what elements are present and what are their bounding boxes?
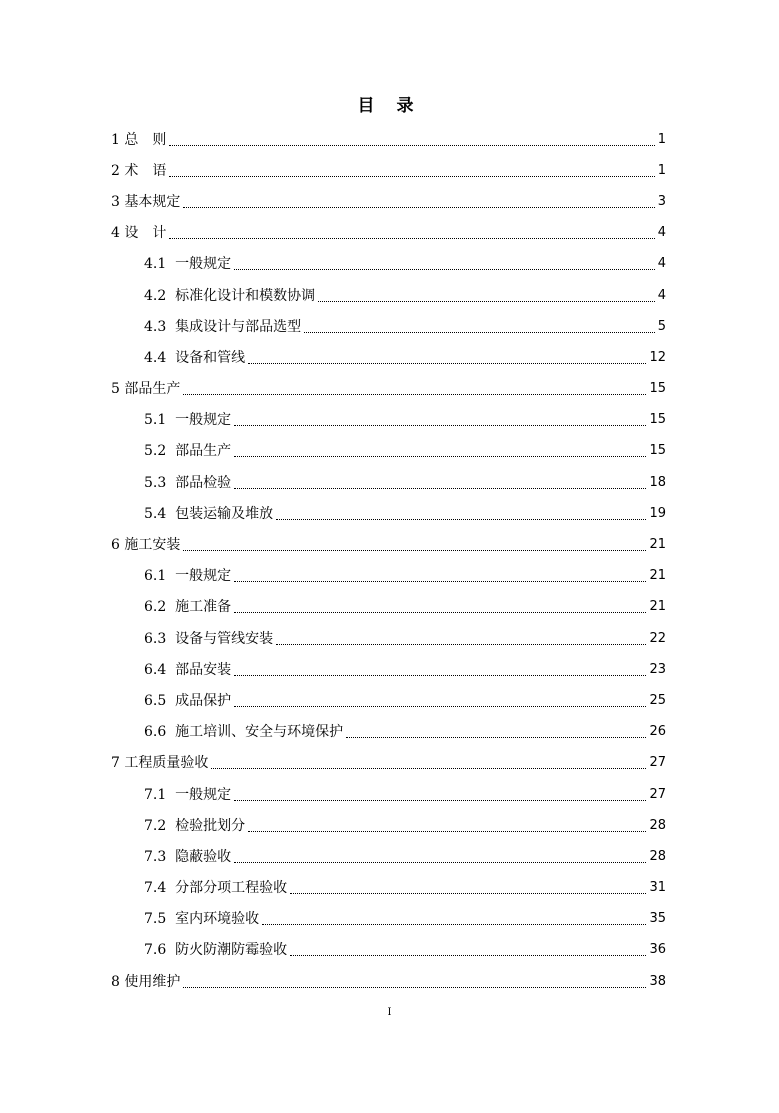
toc-entry[interactable] — [0, 654, 779, 685]
toc-entry-separator — [166, 940, 175, 960]
toc-entry-page: 1 — [657, 131, 666, 147]
toc-entry-page: 4 — [657, 287, 666, 303]
toc-entry[interactable] — [0, 748, 779, 779]
toc-entry-number: 7 — [111, 755, 120, 772]
toc-entry-line — [111, 192, 666, 212]
toc-entry-line — [111, 130, 666, 150]
toc-entry-page: 15 — [649, 381, 666, 397]
toc-entry[interactable] — [0, 935, 779, 966]
toc-entry-line — [144, 410, 666, 430]
toc-dot-leader — [169, 238, 654, 239]
toc-entry-line — [144, 785, 666, 805]
toc-dot-leader — [290, 893, 646, 894]
toc-dot-leader — [183, 207, 654, 208]
toc-entry-line — [144, 847, 666, 867]
toc-entry-line — [144, 691, 666, 711]
toc-dot-leader — [234, 425, 646, 426]
toc-entry-page: 28 — [649, 817, 666, 833]
toc-dot-leader — [169, 176, 654, 177]
toc-entry-line — [144, 441, 666, 461]
toc-entry-line — [111, 161, 666, 181]
toc-entry-page: 31 — [649, 880, 666, 896]
toc-entry-label: 一般规定 — [175, 568, 232, 585]
toc-entry-page: 5 — [657, 318, 666, 334]
toc-entry-label: 一般规定 — [175, 786, 232, 803]
toc-entry-page: 38 — [649, 973, 666, 989]
toc-entry[interactable] — [0, 280, 779, 311]
toc-entry-separator — [166, 722, 175, 742]
toc-entry-separator — [166, 286, 175, 306]
toc-entry-line — [144, 660, 666, 680]
toc-entry-page: 23 — [649, 661, 666, 677]
toc-entry[interactable] — [0, 592, 779, 623]
toc-entry-number: 6.2 — [144, 599, 167, 616]
toc-entry[interactable] — [0, 810, 779, 841]
toc-entry-separator — [166, 566, 175, 586]
toc-entry[interactable] — [0, 529, 779, 560]
toc-entry[interactable] — [0, 966, 779, 997]
toc-dot-leader — [183, 550, 646, 551]
toc-entry-page: 26 — [649, 724, 666, 740]
toc-entry-number: 4.1 — [144, 256, 167, 273]
toc-entry-number: 6.5 — [144, 692, 167, 709]
toc-entry-label: 一般规定 — [175, 256, 232, 273]
toc-entry-line — [111, 972, 666, 992]
toc-entry-line — [144, 816, 666, 836]
toc-entry-page: 3 — [657, 193, 666, 209]
toc-entry[interactable] — [0, 186, 779, 217]
toc-dot-leader — [290, 955, 646, 956]
toc-entry-page: 25 — [649, 692, 666, 708]
toc-dot-leader — [318, 301, 655, 302]
toc-entry-number: 4.2 — [144, 287, 167, 304]
toc-entry-line — [144, 504, 666, 524]
toc-entry[interactable] — [0, 561, 779, 592]
toc-dot-leader — [211, 768, 646, 769]
toc-entry-number: 7.2 — [144, 817, 167, 834]
toc-entry-label: 施工安装 — [124, 537, 181, 554]
toc-dot-leader — [234, 862, 646, 863]
toc-entry-label: 集成设计与部品选型 — [175, 318, 302, 335]
toc-entry-line — [144, 566, 666, 586]
toc-entry-line — [144, 629, 666, 649]
toc-entry-label: 一般规定 — [175, 412, 232, 429]
toc-entry-page: 28 — [649, 848, 666, 864]
toc-dot-leader — [346, 737, 646, 738]
page-number: I — [387, 1007, 392, 1018]
toc-entry-number: 7.6 — [144, 942, 167, 959]
toc-entry-number: 6 — [111, 537, 120, 554]
toc-entry-page: 21 — [649, 599, 666, 615]
toc-entry-label: 使用维护 — [124, 973, 181, 990]
toc-dot-leader — [234, 800, 646, 801]
toc-dot-leader — [304, 332, 655, 333]
toc-entry-page: 15 — [649, 443, 666, 459]
toc-dot-leader — [183, 394, 646, 395]
toc-title: 目 录 — [357, 96, 422, 116]
toc-entry-line — [144, 909, 666, 929]
toc-entry[interactable] — [0, 436, 779, 467]
toc-entry-line — [144, 348, 666, 368]
toc-entry[interactable] — [0, 779, 779, 810]
toc-entry-label: 隐蔽验收 — [175, 848, 232, 865]
toc-entry[interactable] — [0, 467, 779, 498]
toc-entry-number: 5.2 — [144, 443, 167, 460]
toc-entry-number: 5.4 — [144, 505, 167, 522]
toc-dot-leader — [248, 831, 646, 832]
toc-entry-separator — [166, 660, 175, 680]
toc-entry-label: 设备和管线 — [175, 349, 246, 366]
toc-entry-separator — [166, 410, 175, 430]
toc-entry-page: 35 — [649, 911, 666, 927]
toc-dot-leader — [169, 145, 654, 146]
toc-entry-label: 工程质量验收 — [124, 755, 209, 772]
toc-entry-label: 总 则 — [124, 131, 167, 148]
toc-entry-label: 防火防潮防霉验收 — [175, 942, 288, 959]
toc-entry-separator — [166, 473, 175, 493]
toc-entry-number: 7.5 — [144, 911, 167, 928]
toc-entry-label: 检验批划分 — [175, 817, 246, 834]
toc-entry-page: 22 — [649, 630, 666, 646]
toc-entry-label: 包装运输及堆放 — [175, 505, 274, 522]
toc-entry-label: 设备与管线安装 — [175, 630, 274, 647]
toc-dot-leader — [234, 581, 646, 582]
toc-entry-label: 部品检验 — [175, 474, 232, 491]
toc-entry-label: 设 计 — [124, 225, 167, 242]
toc-entry-number: 5.1 — [144, 412, 167, 429]
table-of-contents — [0, 124, 779, 997]
toc-entry-number: 4.4 — [144, 349, 167, 366]
toc-entry-page: 27 — [649, 786, 666, 802]
toc-entry-number: 5 — [111, 381, 120, 398]
toc-entry-separator — [166, 441, 175, 461]
toc-entry-number: 4.3 — [144, 318, 167, 335]
toc-entry-page: 18 — [649, 474, 666, 490]
toc-dot-leader — [234, 706, 646, 707]
toc-entry-number: 7.3 — [144, 848, 167, 865]
toc-dot-leader — [183, 987, 646, 988]
toc-entry-separator — [166, 816, 175, 836]
toc-entry-separator — [166, 597, 175, 617]
toc-entry-line — [144, 473, 666, 493]
toc-entry-label: 部品安装 — [175, 661, 232, 678]
toc-entry-line — [111, 223, 666, 243]
toc-entry-page: 4 — [657, 256, 666, 272]
toc-entry-label: 基本规定 — [124, 193, 181, 210]
toc-entry[interactable] — [0, 311, 779, 342]
toc-dot-leader — [234, 488, 646, 489]
toc-entry-line — [111, 535, 666, 555]
toc-entry-page: 1 — [657, 162, 666, 178]
toc-entry-separator — [166, 847, 175, 867]
toc-entry-line — [111, 379, 666, 399]
toc-entry[interactable] — [0, 155, 779, 186]
toc-entry-line — [144, 317, 666, 337]
toc-entry-number: 2 — [111, 162, 120, 179]
toc-entry-label: 部品生产 — [124, 381, 181, 398]
toc-entry[interactable] — [0, 873, 779, 904]
toc-entry-page: 15 — [649, 412, 666, 428]
toc-entry-line — [144, 597, 666, 617]
toc-entry-page: 21 — [649, 537, 666, 553]
toc-entry-label: 施工培训、安全与环境保护 — [175, 724, 344, 741]
toc-entry[interactable] — [0, 717, 779, 748]
toc-entry-separator — [166, 254, 175, 274]
toc-entry-separator — [166, 785, 175, 805]
toc-entry-line — [144, 878, 666, 898]
toc-dot-leader — [234, 675, 646, 676]
toc-entry-label: 施工准备 — [175, 599, 232, 616]
toc-entry-line — [144, 722, 666, 742]
toc-entry-number: 6.1 — [144, 568, 167, 585]
toc-entry-separator — [166, 909, 175, 929]
toc-entry-separator — [166, 348, 175, 368]
toc-entry-page: 19 — [649, 505, 666, 521]
toc-entry[interactable] — [0, 904, 779, 935]
toc-entry-number: 4 — [111, 225, 120, 242]
toc-entry-line — [144, 254, 666, 274]
toc-dot-leader — [234, 612, 646, 613]
toc-entry-separator — [166, 878, 175, 898]
toc-entry-label: 成品保护 — [175, 692, 232, 709]
toc-entry[interactable] — [0, 374, 779, 405]
toc-entry-line — [111, 753, 666, 773]
toc-entry[interactable] — [0, 405, 779, 436]
toc-entry-number: 1 — [111, 131, 120, 148]
toc-entry[interactable] — [0, 218, 779, 249]
toc-entry-number: 8 — [111, 973, 120, 990]
toc-entry[interactable] — [0, 249, 779, 280]
toc-entry-label: 部品生产 — [175, 443, 232, 460]
toc-entry-number: 6.6 — [144, 724, 167, 741]
toc-entry-separator — [166, 504, 175, 524]
toc-entry-page: 27 — [649, 755, 666, 771]
toc-dot-leader — [262, 924, 646, 925]
toc-entry-label: 标准化设计和模数协调 — [175, 287, 316, 304]
toc-entry-page: 4 — [657, 225, 666, 241]
toc-entry-label: 术 语 — [124, 162, 167, 179]
toc-entry-separator — [166, 691, 175, 711]
toc-entry[interactable] — [0, 841, 779, 872]
toc-dot-leader — [234, 456, 646, 457]
toc-entry[interactable] — [0, 342, 779, 373]
toc-entry-separator — [166, 317, 175, 337]
toc-dot-leader — [276, 644, 646, 645]
toc-entry-number: 7.1 — [144, 786, 167, 803]
toc-entry-separator — [166, 629, 175, 649]
toc-entry-number: 3 — [111, 193, 120, 210]
toc-dot-leader — [276, 519, 646, 520]
toc-entry-number: 5.3 — [144, 474, 167, 491]
toc-dot-leader — [248, 363, 646, 364]
toc-entry-number: 7.4 — [144, 880, 167, 897]
toc-entry[interactable] — [0, 498, 779, 529]
toc-entry-line — [144, 286, 666, 306]
toc-entry-page: 36 — [649, 942, 666, 958]
toc-entry-label: 分部分项工程验收 — [175, 880, 288, 897]
toc-entry[interactable] — [0, 124, 779, 155]
toc-entry[interactable] — [0, 623, 779, 654]
toc-entry-page: 12 — [649, 349, 666, 365]
toc-entry-page: 21 — [649, 568, 666, 584]
toc-entry-line — [144, 940, 666, 960]
toc-entry[interactable] — [0, 685, 779, 716]
toc-entry-number: 6.4 — [144, 661, 167, 678]
toc-entry-number: 6.3 — [144, 630, 167, 647]
toc-entry-label: 室内环境验收 — [175, 911, 260, 928]
toc-dot-leader — [234, 269, 655, 270]
